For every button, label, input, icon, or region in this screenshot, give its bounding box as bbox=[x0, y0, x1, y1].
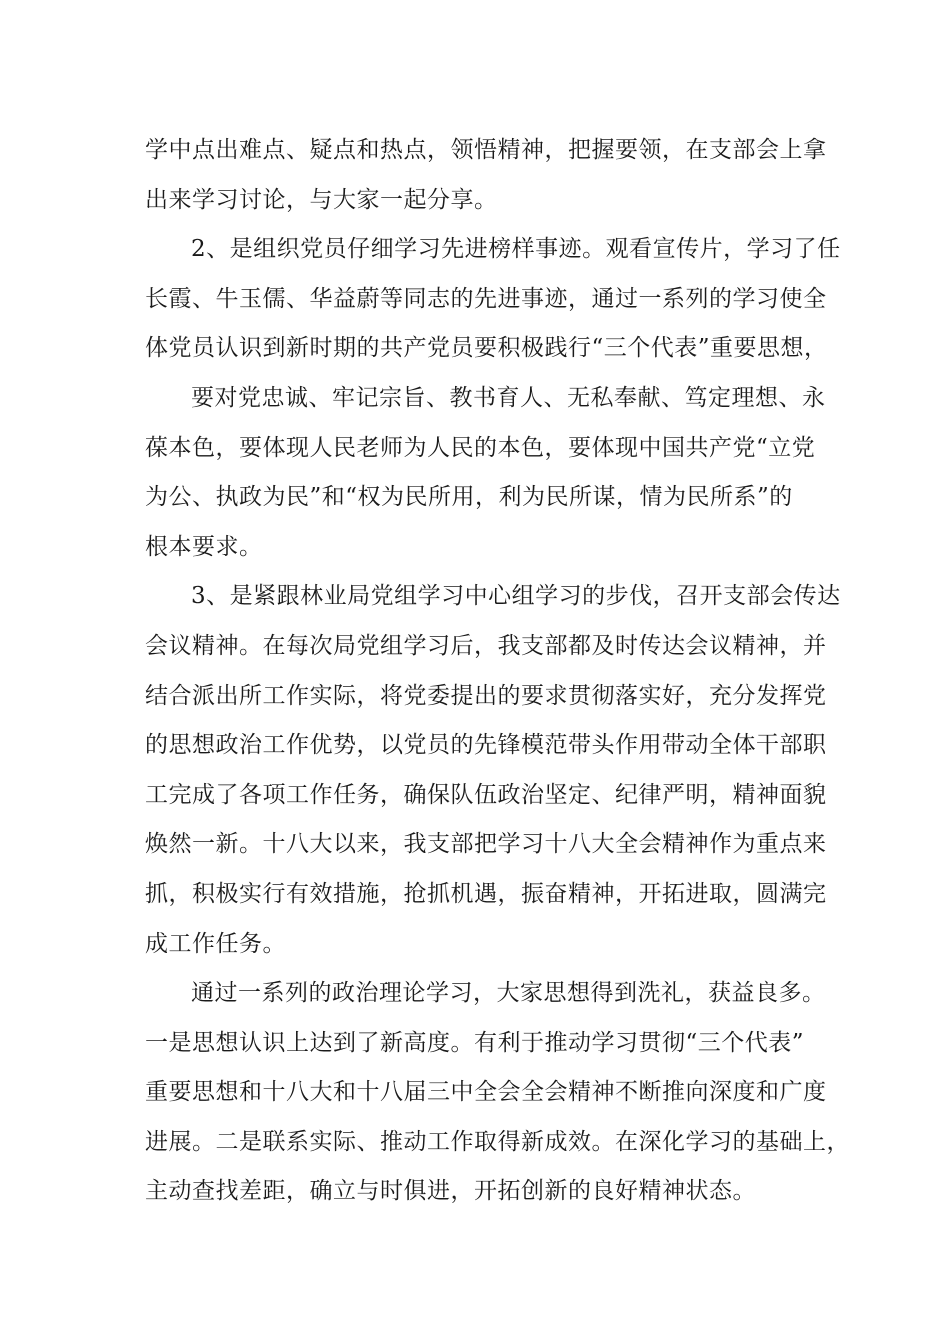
text-line: 进展。二是联系实际、推动工作取得新成效。在深化学习的基础上， bbox=[145, 1128, 850, 1155]
text-line: 的思想政治工作优势，以党员的先锋模范带头作用带动全体干部职 bbox=[145, 732, 827, 759]
text-line: 重要思想和十八大和十八届三中全会全会精神不断推向深度和广度 bbox=[145, 1079, 827, 1106]
text-line: 学中点出难点、疑点和热点，领悟精神，把握要领，在支部会上拿 bbox=[145, 137, 827, 163]
text-line: 通过一系列的政治理论学习，大家思想得到洗礼，获益良多。 bbox=[191, 980, 826, 1007]
text-line: 要对党忠诚、牢记宗旨、教书育人、无私奉献、笃定理想、永 bbox=[191, 384, 826, 411]
text-line: 会议精神。在每次局党组学习后，我支部都及时传达会议精神，并 bbox=[145, 632, 827, 659]
text-line: 3、是紧跟林业局党组学习中心组学习的步伐，召开支部会传达 bbox=[191, 583, 841, 610]
text-line: 一是思想认识上达到了新高度。有利于推动学习贯彻“三个代表” bbox=[145, 1029, 805, 1056]
text-line: 葆本色，要体现人民老师为人民的本色，要体现中国共产党“立党 bbox=[145, 434, 816, 461]
text-line: 根本要求。 bbox=[145, 533, 263, 560]
text-line: 2、是组织党员仔细学习先进榜样事迹。观看宣传片，学习了任 bbox=[191, 236, 841, 263]
text-line: 长霞、牛玉儒、华益蔚等同志的先进事迹，通过一系列的学习使全 bbox=[145, 285, 827, 312]
text-line: 体党员认识到新时期的共产党员要积极践行“三个代表”重要思想， bbox=[145, 335, 828, 362]
text-line: 抓，积极实行有效措施，抢抓机遇，振奋精神，开拓进取，圆满完 bbox=[145, 880, 827, 907]
document-body bbox=[145, 126, 850, 1217]
text-line: 结合派出所工作实际，将党委提出的要求贯彻落实好，充分发挥党 bbox=[145, 682, 827, 709]
text-line: 焕然一新。十八大以来，我支部把学习十八大全会精神作为重点来 bbox=[145, 831, 827, 858]
text-line: 出来学习讨论，与大家一起分享。 bbox=[145, 186, 498, 213]
text-line: 成工作任务。 bbox=[145, 930, 286, 957]
text-line: 为公、执政为民”和“权为民所用，利为民所谋，情为民所系”的 bbox=[145, 484, 793, 511]
text-line: 工完成了各项工作任务，确保队伍政治坚定、纪律严明，精神面貌 bbox=[145, 781, 827, 808]
text-line: 主动查找差距，确立与时俱进，开拓创新的良好精神状态。 bbox=[145, 1178, 756, 1205]
